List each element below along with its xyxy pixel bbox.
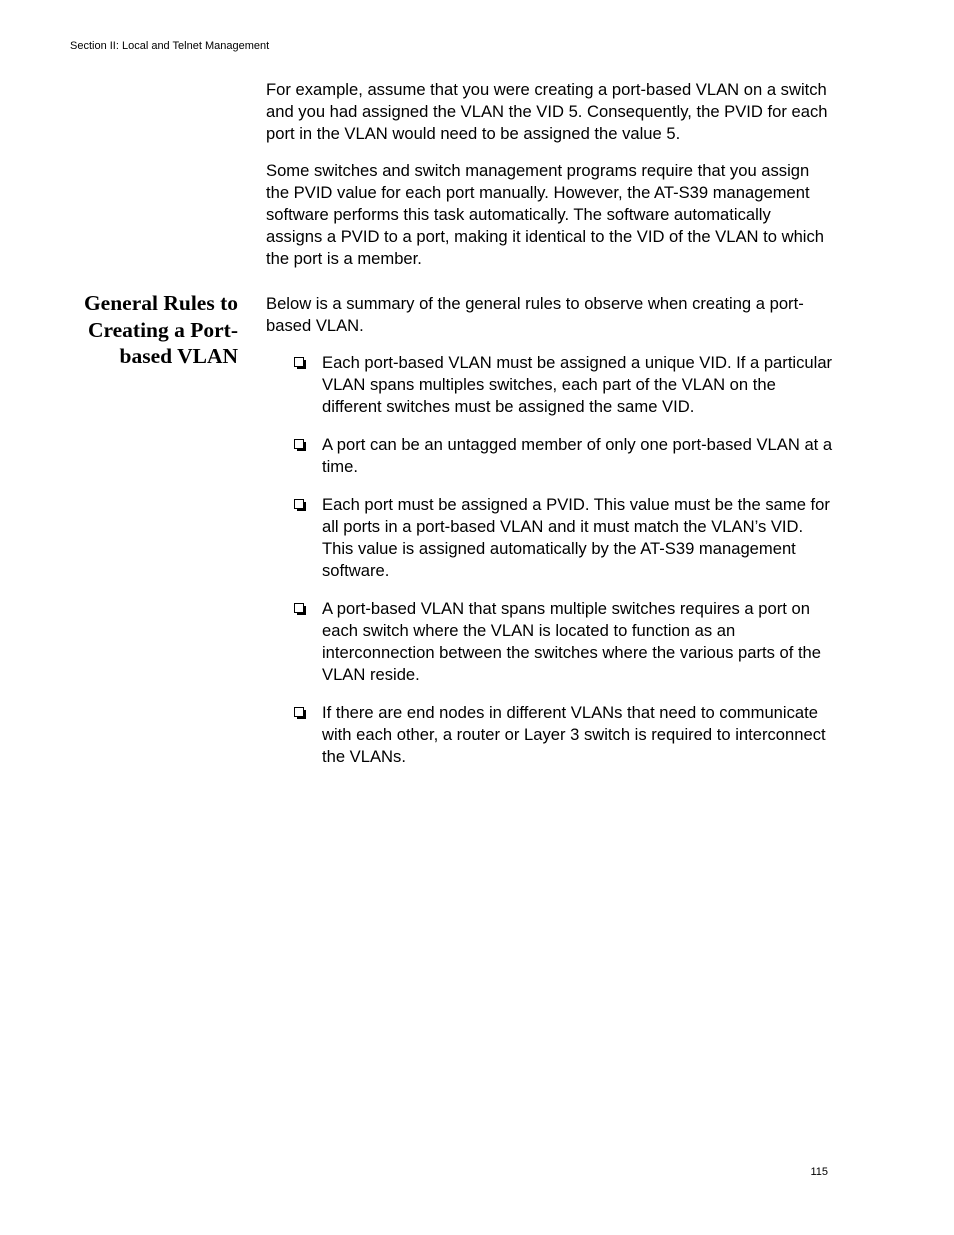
page-number: 115 [810, 1166, 828, 1178]
body-paragraph: For example, assume that you were creating a port-based VLAN on a switch and you had assigned the VLAN the VID 5. Consequently, the PVID for each port in the VLAN would need to be assigned the value 5. [266, 80, 828, 143]
list-item [294, 598, 834, 686]
checkbox-icon [294, 499, 304, 509]
list-item [294, 494, 834, 582]
list-item-text: Each port-based VLAN must be assigned a unique VID. If a particular VLAN spans multiples switches, each part of the VLAN on the different switches must be assigned the same VID. [322, 353, 833, 416]
checkbox-icon [294, 707, 304, 717]
list-item-text: Each port must be assigned a PVID. This value must be the same for all ports in a port-based VLAN and it must match the VLAN’s VID. This value is assigned automatically by the AT-S39 management software. [322, 495, 830, 580]
checkbox-icon [294, 603, 304, 613]
body-paragraph: Some switches and switch management programs require that you assign the PVID value for each port manually. However, the AT-S39 management software performs this task automatically. The software automatically assigns a PVID to a port, making it identical to the VID of the VLAN to which the port is a member. [266, 161, 825, 268]
checkbox-icon [294, 357, 304, 367]
list-item [294, 434, 834, 478]
running-header: Section II: Local and Telnet Management [70, 40, 270, 52]
list-item [294, 352, 834, 418]
section-heading: General Rules to Creating a Port-based VLAN [83, 291, 238, 368]
checkbox-icon [294, 439, 304, 449]
list-item [294, 702, 834, 768]
list-item-text: A port-based VLAN that spans multiple switches requires a port on each switch where the VLAN is located to function as an interconnection between the switches where the various parts of the VLAN reside. [322, 599, 822, 684]
rules-list [294, 352, 834, 784]
list-item-text: If there are end nodes in different VLANs that need to communicate with each other, a router or Layer 3 switch is required to interconnect the VLANs. [322, 703, 826, 766]
list-item-text: A port can be an untagged member of only one port-based VLAN at a time. [322, 435, 833, 476]
section-intro: Below is a summary of the general rules to observe when creating a port-based VLAN. [266, 294, 804, 335]
